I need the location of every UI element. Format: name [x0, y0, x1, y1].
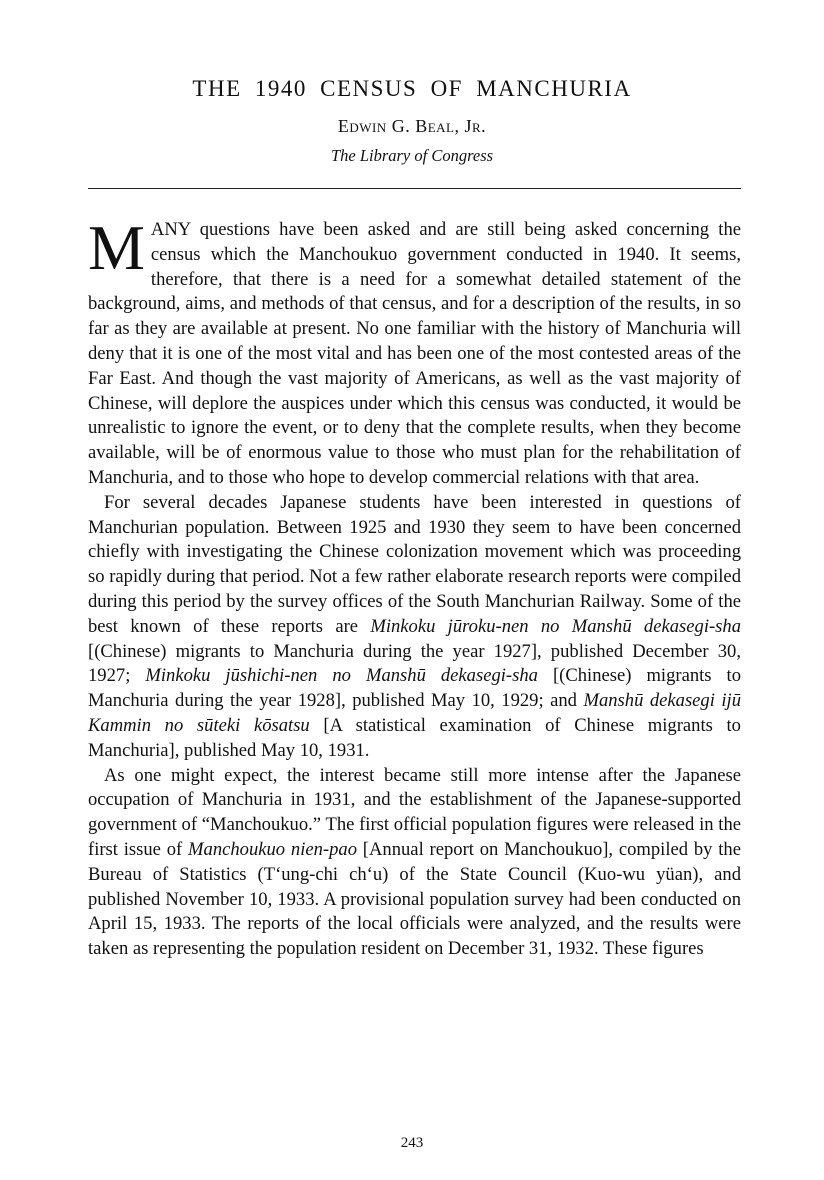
- paragraph-3-text-2: [Annual report on Manchoukuo], compiled by the Bureau of Statistics (T‘ung-chi ch‘u) of the State Council (Kuo-wu yüan), and published November 10, 1933. A provisional population survey had been conducted on April 15, 1933. The reports of the local officials were analyzed, and the results were taken as representing the population resident on December 31, 1932. These figures: [88, 838, 741, 960]
- paragraph-1: [88, 212, 741, 491]
- paragraph-2-italic-2: Minkoku jūshichi-nen no Manshū dekasegi-sha: [145, 665, 538, 687]
- author-name: Edwin G. Beal, Jr.: [337, 116, 487, 136]
- article-title: THE 1940 CENSUS OF MANCHURIA: [192, 76, 632, 101]
- paragraph-3-italic-1: Manchoukuo nien-pao: [188, 838, 357, 860]
- paragraph-3-text-1: As one might expect, the interest became still more intense after the Japanese occupation of Manchuria in 1931, and the establishment of the Japanese-supported government of “Manchoukuo.” The first official population figures were released in the first issue of: [88, 764, 741, 860]
- paragraph-2-text-2: [(Chinese) migrants to Manchuria during the year 1927], published December 30, 1927;: [88, 640, 741, 687]
- paragraph-1-lead: ANY: [150, 219, 191, 240]
- paragraph-2: [88, 491, 741, 764]
- title-divider: [88, 188, 741, 189]
- paragraph-3: [88, 764, 741, 962]
- drop-cap: M: [88, 212, 145, 283]
- paragraph-2-italic-3: Manshū dekasegi ijū Kammin no sūteki kōsatsu: [88, 690, 742, 736]
- paragraph-2-text-1: For several decades Japanese students have been interested in questions of Manchurian population. Between 1925 and 1930 they seem to have been concerned chiefly with investigating the Chinese colonization movement which was proceeding so rapidly during that period. Not a few rather elaborate research reports were compiled during this period by the survey offices of the South Manchurian Railway. Some of the best known of these reports are: [88, 491, 741, 637]
- paragraph-1-text: questions have been asked and are still being asked concerning the census which the Manchoukuo government conducted in 1940. It seems, therefore, that there is a need for a somewhat detailed statement of the background, aims, and methods of that census, and for a description of the results, in so far as they are available at present. No one familiar with the history of Manchuria will deny that it is one of the most vital and has been one of the most contested areas of the Far East. And though the vast majority of Americans, as well as the vast majority of Chinese, will deplore the auspices under which this census was conducted, it would be unrealistic to ignore the event, or to deny that the complete results, when they become available, will be of enormous value to those who must plan for the rehabilitation of Manchuria, and to those who hope to develop commercial relations with that area.: [88, 219, 741, 488]
- author-affiliation: The Library of Congress: [330, 146, 494, 165]
- paragraph-2-italic-1: Minkoku jūroku-nen no Manshū dekasegi-sha: [370, 615, 742, 637]
- page-number: 243: [400, 1135, 424, 1151]
- paragraph-2-text-4: [A statistical examination of Chinese migrants to Manchuria], published May 10, 1931.: [88, 714, 741, 761]
- paragraph-2-text-3: [(Chinese) migrants to Manchuria during the year 1928], published May 10, 1929; and: [88, 665, 741, 712]
- article-body: [88, 212, 742, 962]
